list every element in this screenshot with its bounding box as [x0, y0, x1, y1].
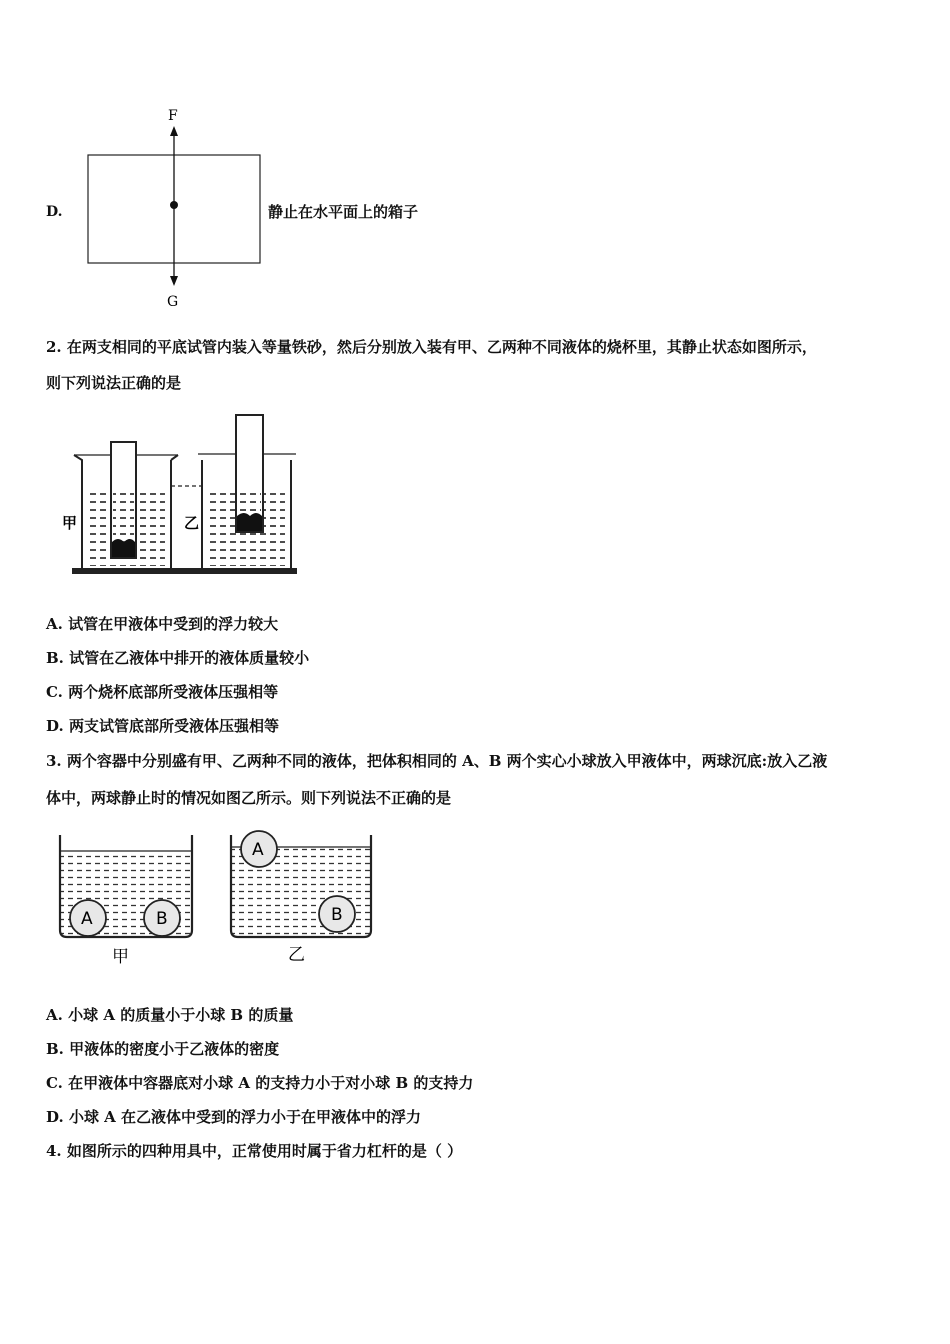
q3-option-b-text: 甲液体的密度小于乙液体的密度: [69, 1040, 280, 1058]
svg-text:B: B: [331, 905, 343, 925]
q3-option-d-text: 小球 A 在乙液体中受到的浮力小于在甲液体中的浮力: [68, 1108, 422, 1126]
force-f-label: F: [168, 108, 178, 124]
q2-option-d: [46, 716, 279, 736]
container-label-jia: 甲: [112, 947, 129, 967]
q3-stem-line1: [46, 751, 827, 771]
q4-number: 4.: [46, 1142, 62, 1160]
q2-option-c-text: 两个烧杯底部所受液体压强相等: [68, 683, 279, 701]
box-force-diagram: [80, 100, 270, 315]
svg-text:A: A: [81, 909, 93, 929]
container-label-yi: 乙: [288, 945, 305, 965]
q2-option-c-label: C.: [46, 683, 63, 701]
q3-option-c-label: C.: [46, 1074, 63, 1092]
q3-option-b-label: B.: [46, 1040, 64, 1058]
q4-stem-text: 如图所示的四种用具中，正常使用时属于省力杠杆的是（ ）: [66, 1142, 463, 1160]
ground: [72, 568, 297, 574]
q3-option-d: [46, 1107, 421, 1127]
q2-stem-line2: 则下列说法正确的是: [46, 374, 182, 392]
force-g-label: G: [167, 294, 179, 310]
q4-stem: [46, 1141, 462, 1161]
force-g-arrowhead: [170, 276, 178, 286]
q2-option-c: [46, 682, 278, 702]
iron-sand-jia: [112, 539, 135, 557]
q3-option-a: [46, 1005, 293, 1025]
q2-option-a-text: 试管在甲液体中受到的浮力较大: [68, 615, 279, 633]
q3-option-a-label: A.: [46, 1006, 63, 1024]
force-f-arrowhead: [170, 126, 178, 136]
q3-option-c-text: 在甲液体中容器底对小球 A 的支持力小于对小球 B 的支持力: [68, 1074, 474, 1092]
q2-option-d-text: 两支试管底部所受液体压强相等: [68, 717, 279, 735]
svg-text:B: B: [156, 909, 168, 929]
q3-option-c: [46, 1073, 473, 1093]
q2-option-a: [46, 614, 278, 634]
q3-option-a-text: 小球 A 的质量小于小球 B 的质量: [68, 1006, 294, 1024]
q2-number: 2.: [46, 338, 62, 356]
q3-option-d-label: D.: [46, 1108, 64, 1126]
q1-option-d-caption: 静止在水平面上的箱子: [268, 203, 419, 221]
beaker-label-yi: 乙: [184, 514, 200, 532]
beaker-label-jia: 甲: [62, 514, 78, 532]
q2-option-b: [46, 648, 309, 668]
q3-stem-text1: 两个容器中分别盛有甲、乙两种不同的液体，把体积相同的 A、B 两个实心小球放入甲液体中，两球沉底:放入乙液: [66, 752, 828, 770]
iron-sand-yi: [237, 513, 262, 531]
q3-container-figure: [50, 825, 380, 970]
q2-option-d-label: D.: [46, 717, 64, 735]
q2-beaker-figure: [60, 410, 305, 585]
q1-option-d-label: D.: [46, 204, 63, 220]
q2-stem-text1: 在两支相同的平底试管内装入等量铁砂，然后分别放入装有甲、乙两种不同液体的烧杯里，其静止状态如图所示，: [66, 338, 817, 356]
q2-option-a-label: A.: [46, 615, 63, 633]
q2-option-b-text: 试管在乙液体中排开的液体质量较小: [69, 649, 310, 667]
q3-option-b: [46, 1039, 279, 1059]
svg-text:A: A: [252, 840, 264, 860]
q2-option-b-label: B.: [46, 649, 64, 667]
center-of-mass-dot: [170, 201, 178, 209]
q3-number: 3.: [46, 752, 62, 770]
q2-stem-line1: [46, 337, 817, 357]
q3-stem-line2: 体中，两球静止时的情况如图乙所示。则下列说法不正确的是: [46, 789, 452, 807]
